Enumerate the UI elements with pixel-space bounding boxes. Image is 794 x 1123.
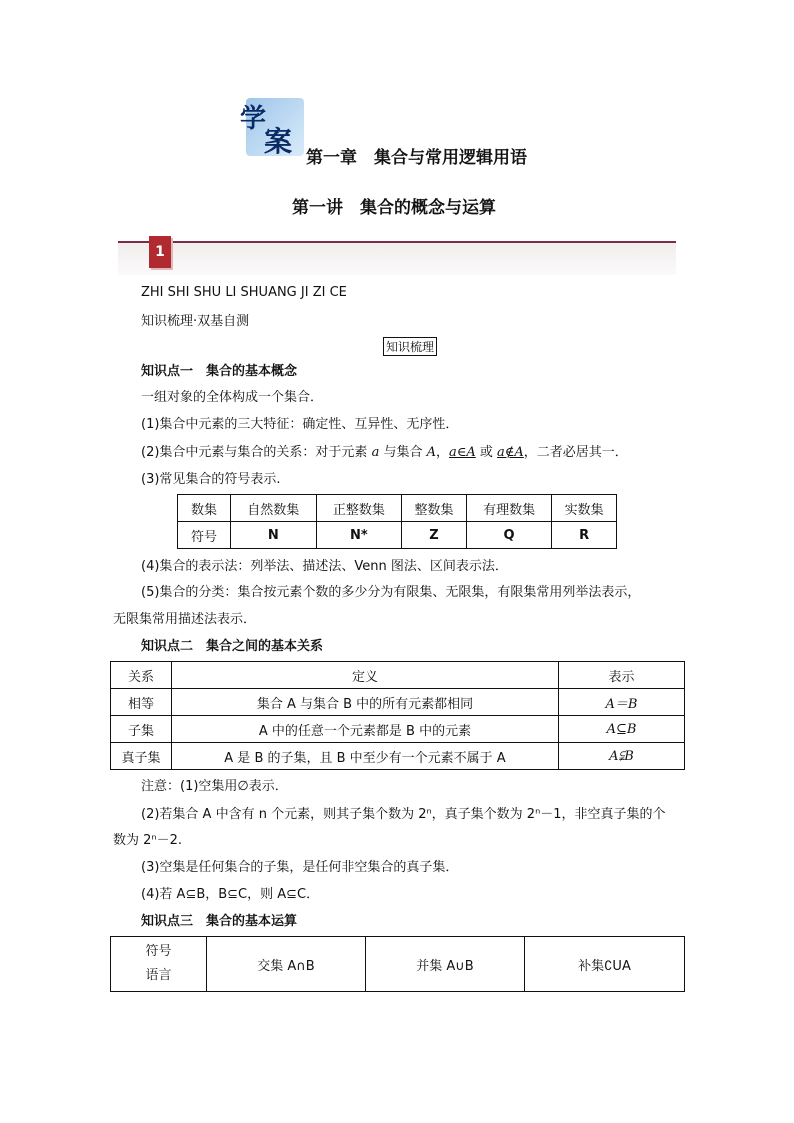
kp3-title: 知识点三 集合的基本运算 — [141, 914, 298, 929]
symbol-label-line2: 语言 — [145, 968, 172, 983]
table-cell: 真子集 — [111, 743, 172, 770]
logo-char-2: 案 — [264, 125, 293, 158]
kp1-p1: (1)集合中元素的三大特征：确定性、互异性、无序性． — [141, 417, 459, 432]
section-number-badge: 1 — [149, 236, 171, 268]
table-cell: A＝B — [559, 689, 685, 716]
a-in-A: a∈A — [449, 445, 476, 460]
set-relations-table — [110, 661, 685, 770]
table-cell: 整数集 — [402, 495, 467, 522]
symbol-label-line1: 符号 — [145, 944, 172, 959]
table-cell — [111, 937, 207, 992]
table-row — [111, 743, 685, 770]
table-cell: 实数集 — [552, 495, 617, 522]
table-cell: 交集 A∩B — [207, 937, 366, 992]
chapter-title: 第一章 集合与常用逻辑用语 — [306, 148, 527, 168]
kp2-note1: 注意：(1)空集用∅表示． — [141, 779, 288, 794]
kp1-p0: 一组对象的全体构成一个集合． — [141, 390, 324, 405]
table-header: 关系 — [111, 662, 172, 689]
kp2-note3: (3)空集是任何集合的子集，是任何非空集合的真子集． — [141, 860, 459, 875]
boxed-heading: 知识梳理 — [383, 337, 437, 356]
var-A: A — [426, 445, 436, 460]
kp1-p5-line2: 无限集常用描述法表示． — [113, 612, 257, 627]
table-cell: 并集 A∪B — [366, 937, 525, 992]
text: ，二者必居其一． — [523, 445, 628, 460]
section-subtitle: 知识梳理·双基自测 — [141, 314, 250, 329]
table-cell: 符号 — [178, 522, 231, 549]
table-cell: 集合 A 与集合 B 中的所有元素都相同 — [172, 689, 559, 716]
kp2-title: 知识点二 集合之间的基本关系 — [141, 639, 324, 654]
set-operations-table — [110, 936, 685, 992]
table-row — [111, 689, 685, 716]
table-cell: A 中的任意一个元素都是 B 中的元素 — [172, 716, 559, 743]
table-cell: Q — [466, 522, 552, 549]
table-row — [111, 662, 685, 689]
text: 与集合 — [379, 445, 427, 460]
text: ， — [435, 445, 449, 460]
table-cell: 相等 — [111, 689, 172, 716]
table-row — [178, 522, 617, 549]
number-sets-table — [177, 494, 617, 549]
table-cell: N* — [316, 522, 402, 549]
table-cell: 数集 — [178, 495, 231, 522]
logo-char-1: 学 — [240, 104, 267, 134]
section-rule — [118, 241, 676, 243]
table-cell: A 是 B 的子集，且 B 中至少有一个元素不属于 A — [172, 743, 559, 770]
table-row — [111, 937, 685, 992]
table-row — [111, 716, 685, 743]
table-cell: 子集 — [111, 716, 172, 743]
study-plan-logo — [240, 98, 304, 156]
kp1-p4: (4)集合的表示法：列举法、描述法、Venn 图法、区间表示法． — [141, 559, 508, 574]
section-band — [118, 243, 676, 275]
table-cell: 有理数集 — [466, 495, 552, 522]
table-header: 定义 — [172, 662, 559, 689]
text: 或 — [475, 445, 498, 460]
kp1-p3: (3)常见集合的符号表示. — [141, 472, 281, 487]
pinyin-heading: ZHI SHI SHU LI SHUANG JI ZI CE — [141, 285, 347, 300]
text: (2)集合中元素与集合的关系：对于元素 — [141, 445, 372, 460]
table-cell: A⊆B — [559, 716, 685, 743]
a-notin-A: a∉A — [497, 445, 524, 460]
kp1-p5-line1: (5)集合的分类：集合按元素个数的多少分为有限集、无限集，有限集常用列举法表示， — [141, 585, 641, 600]
lecture-title: 第一讲 集合的概念与运算 — [292, 198, 496, 218]
table-cell: Z — [402, 522, 467, 549]
kp1-p2 — [141, 441, 628, 460]
kp2-note2-line2: 数为 2ⁿ－2. — [113, 833, 182, 848]
table-cell: A⫋B — [559, 743, 685, 770]
var-a: a — [371, 445, 380, 460]
table-cell: R — [552, 522, 617, 549]
kp1-title: 知识点一 集合的基本概念 — [141, 364, 298, 379]
kp2-note4: (4)若 A⊆B，B⊆C，则 A⊆C． — [141, 887, 320, 902]
table-cell: 补集∁UA — [525, 937, 685, 992]
table-cell: 自然数集 — [231, 495, 317, 522]
table-row — [178, 495, 617, 522]
table-header: 表示 — [559, 662, 685, 689]
table-cell: N — [231, 522, 317, 549]
table-cell: 正整数集 — [316, 495, 402, 522]
kp2-note2-line1: (2)若集合 A 中含有 n 个元素，则其子集个数为 2ⁿ，真子集个数为 2ⁿ－1，非空真子集的个 — [141, 807, 666, 822]
